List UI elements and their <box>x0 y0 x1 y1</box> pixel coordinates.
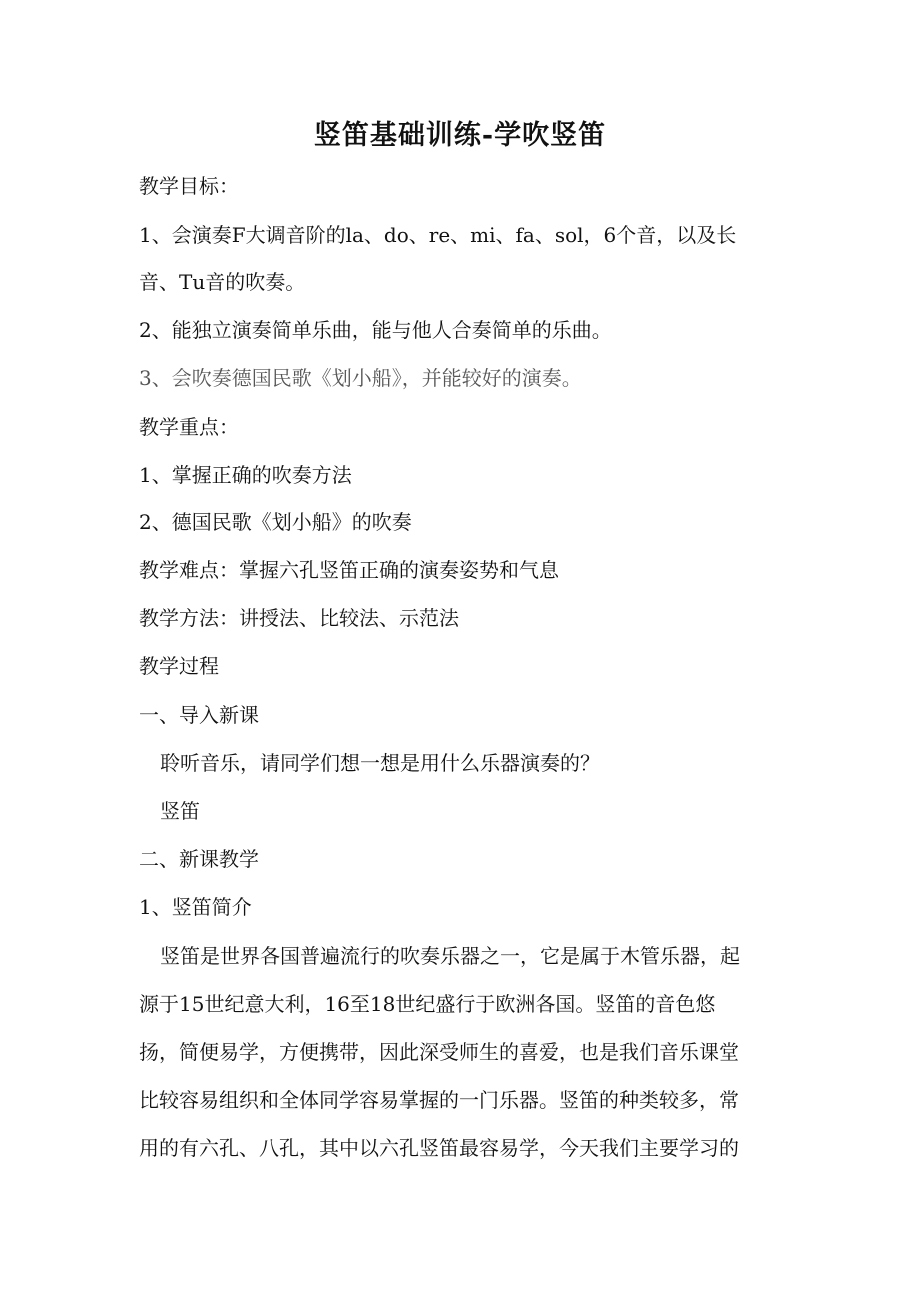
focus-heading: 教学重点： <box>139 415 239 439</box>
intro-paragraph-line: 竖笛是世界各国普遍流行的吹奏乐器之一，它是属于木管乐器，起 <box>160 944 740 968</box>
section-1-heading: 一、导入新课 <box>139 703 259 727</box>
objective-3: 3、会吹奏德国民歌《划小船》，并能较好的演奏。 <box>139 366 582 390</box>
focus-1: 1、掌握正确的吹奏方法 <box>139 463 352 487</box>
section-1-answer: 竖笛 <box>160 799 200 823</box>
intro-paragraph-line: 源于15世纪意大利，16至18世纪盛行于欧洲各国。竖笛的音色悠 <box>139 992 716 1016</box>
section-1-question: 聆听音乐，请同学们想一想是用什么乐器演奏的？ <box>160 751 600 775</box>
focus-2: 2、德国民歌《划小船》的吹奏 <box>139 510 412 534</box>
intro-heading: 1、竖笛简介 <box>139 895 252 919</box>
objective-1-line-1: 1、会演奏F大调音阶的la、do、re、mi、fa、sol，6个音，以及长 <box>139 223 737 247</box>
objectives-heading: 教学目标： <box>139 174 239 198</box>
intro-paragraph-line: 扬，简便易学，方便携带，因此深受师生的喜爱，也是我们音乐课堂 <box>139 1040 739 1064</box>
difficulty-line: 教学难点：掌握六孔竖笛正确的演奏姿势和气息 <box>139 558 559 582</box>
objective-1-line-2: 音、Tu音的吹奏。 <box>139 270 306 294</box>
methods-line: 教学方法：讲授法、比较法、示范法 <box>139 606 459 630</box>
intro-paragraph-line: 用的有六孔、八孔，其中以六孔竖笛最容易学，今天我们主要学习的 <box>139 1136 739 1160</box>
section-2-heading: 二、新课教学 <box>139 847 259 871</box>
intro-paragraph-line: 比较容易组织和全体同学容易掌握的一门乐器。竖笛的种类较多，常 <box>139 1088 739 1112</box>
document-title: 竖笛基础训练-学吹竖笛 <box>313 120 607 151</box>
process-heading: 教学过程 <box>139 654 219 678</box>
objective-2: 2、能独立演奏简单乐曲，能与他人合奏简单的乐曲。 <box>139 318 612 342</box>
